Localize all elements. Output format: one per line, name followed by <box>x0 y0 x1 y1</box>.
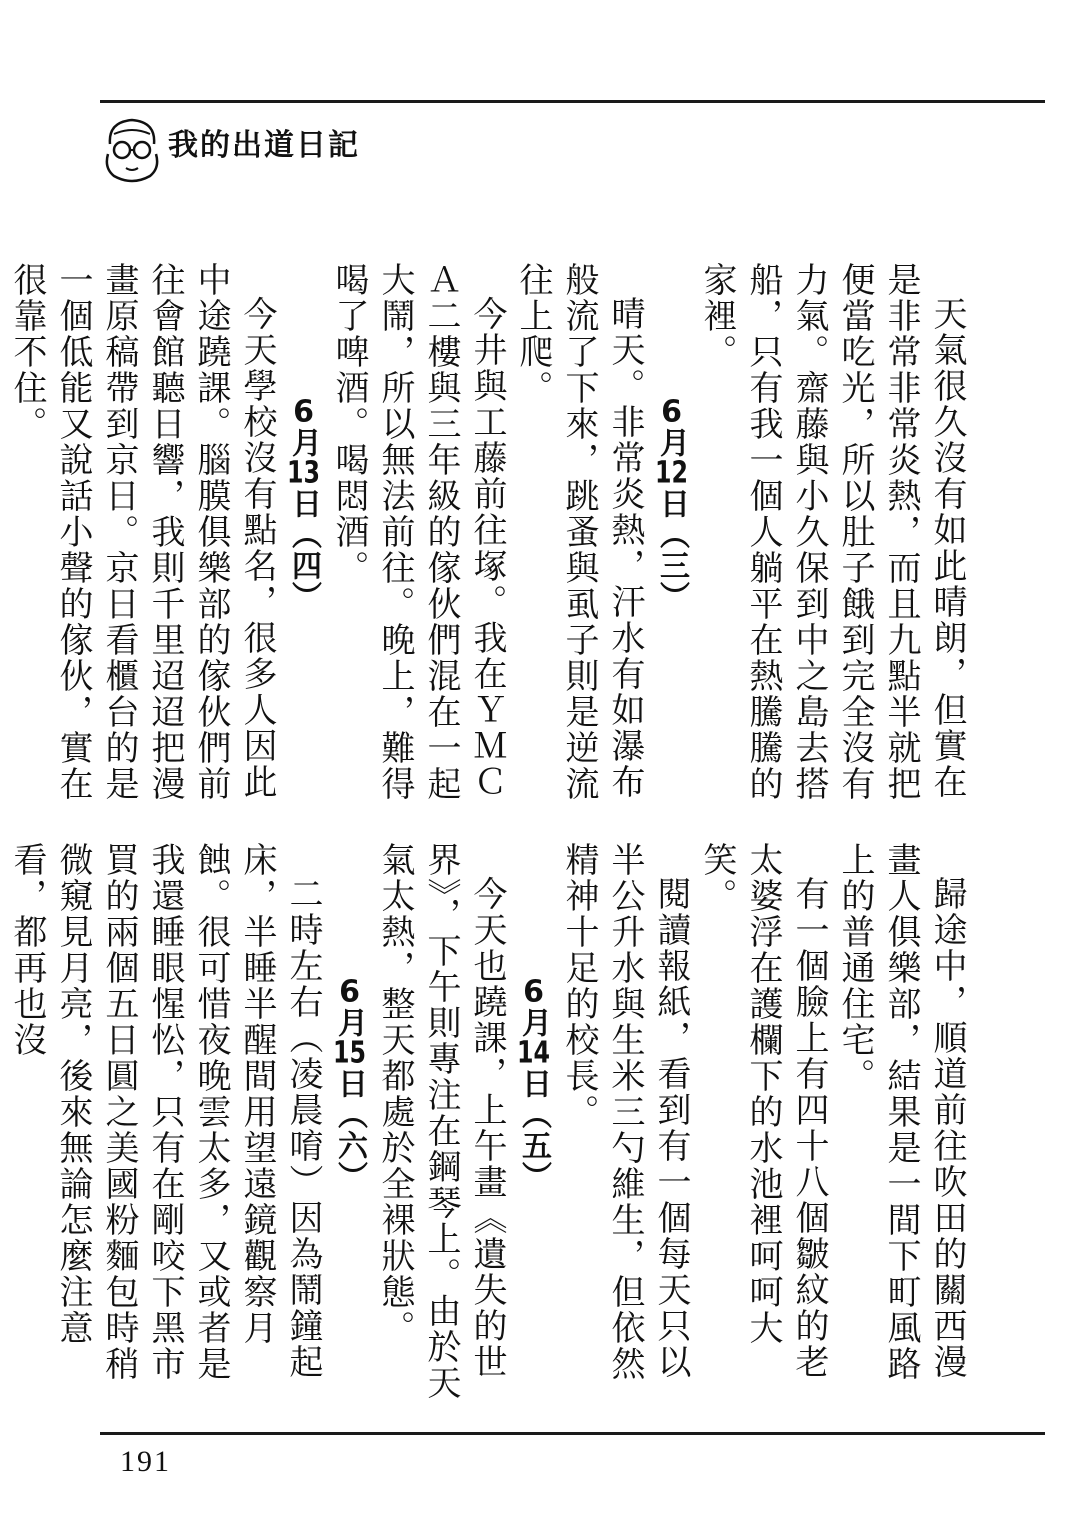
paragraph: 今井與工藤前往塚。我在ＹＭＣＡ二樓與三年級的傢伙們混在一起大鬧，所以無法前往。晚上，難得喝了啤酒。喝悶酒。 <box>329 262 507 802</box>
paragraph: 二時左右（凌晨唷）因為鬧鐘起床，半睡半醒間用望遠鏡觀察月蝕。很可惜夜晚雲太多，又或者是我還睡眼惺忪，只有在剛咬下黑市買的兩個五日圓之美國粉麵包時稍微窺見月亮，後來無論怎麼注意看，都再也沒 <box>7 842 323 1382</box>
paragraph: 有一個臉上有四十八個皺紋的老太婆浮在護欄下的水池裡呵呵大笑。 <box>697 842 829 1380</box>
paragraph: 天氣很久沒有如此晴朗，但實在是非常非常炎熱，而且九點半就把便當吃光，所以肚子餓到完全沒有力氣。齋藤與小久保到中之島去搭船，只有我一個人躺平在熱騰騰的家裡。 <box>697 262 967 802</box>
header-rule <box>100 100 1045 103</box>
paragraph: 今天學校沒有點名，很多人因此中途蹺課。腦膜俱樂部的傢伙們前往會館聽日響，我則千里迢迢把漫畫原稿帶到京日。京日看櫃台的是一個低能又說話小聲的傢伙，實在很靠不住。 <box>7 262 277 802</box>
header-title: 我的出道日記 <box>168 128 360 163</box>
paragraph: 閱讀報紙，看到有一個每天只以半公升水與生米三勺維生，但依然精神十足的校長。 <box>559 842 691 1382</box>
diary-section-bottom <box>7 842 970 1410</box>
diary-date-heading: 6月14日（五） <box>516 977 551 1192</box>
paragraph: 今天也蹺課，上午畫《遺失的世界》，下午則專注在鋼琴上。由於天氣太熱，整天都處於全裸狀態。 <box>375 842 507 1401</box>
running-header <box>100 108 500 188</box>
author-caricature-icon <box>100 114 164 184</box>
diary-section-top <box>7 262 970 822</box>
paragraph: 歸途中，順道前往吹田的關西漫畫人俱樂部，結果是一間下町風路上的普通住宅。 <box>835 842 967 1382</box>
footer-rule <box>100 1432 1045 1435</box>
paragraph: 晴天。非常炎熱，汗水有如瀑布般流了下來，跳蚤與虱子則是逆流往上爬。 <box>513 262 645 802</box>
diary-date-heading: 6月13日（四） <box>286 397 321 612</box>
diary-date-heading: 6月12日（三） <box>654 397 689 612</box>
diary-date-heading: 6月15日（六） <box>332 977 367 1192</box>
page-number: 191 <box>120 1445 171 1478</box>
